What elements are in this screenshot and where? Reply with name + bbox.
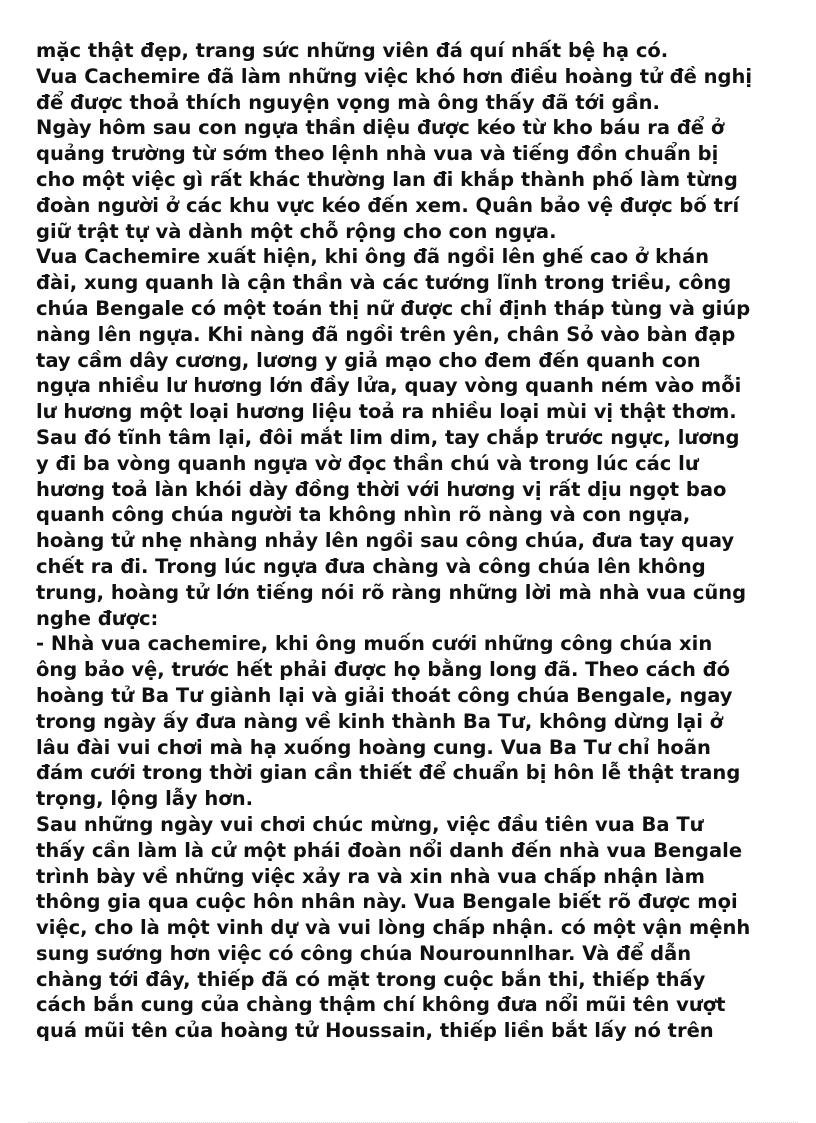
text-line: cho một việc gì rất khác thường lan đi khắp thành phố làm từng [36,167,738,191]
text-line: ngựa nhiều lư hương lớn đầy lửa, quay vòng quanh ném vào mỗi [36,374,742,398]
text-line: tay cầm dây cương, lương y giả mạo cho đem đến quanh con [36,348,701,372]
body-text [36,38,796,1044]
text-line: hoàng tử Ba Tư giành lại và giải thoát công chúa Bengale, ngay [36,683,733,707]
text-line: chàng tới đây, thiếp đã có mặt trong cuộc bắn thi, thiếp thấy [36,967,706,991]
text-line: đoàn người ở các khu vực kéo đến xem. Quân bảo vệ được bố trí [36,193,740,217]
text-line: quá mũi tên của hoàng tử Houssain, thiếp liền bắt lấy nó trên [36,1019,714,1043]
text-line: đám cưới trong thời gian cần thiết để chuẩn bị hôn lễ thật trang [36,761,741,785]
text-line: Vua Cachemire đã làm những việc khó hơn điều hoàng tử đề nghị [36,64,753,88]
text-line: Vua Cachemire xuất hiện, khi ông đã ngồi lên ghế cao ở khán [36,245,709,269]
text-line: ông bảo vệ, trước hết phải được họ bằng long đã. Theo cách đó [36,658,731,682]
text-line: trình bày về những việc xảy ra và xin nhà vua chấp nhận làm [36,864,705,888]
text-line: lư hương một loại hương liệu toả ra nhiều loại mùi vị thật thơm. [36,400,737,424]
text-line: hoàng tử nhẹ nhàng nhảy lên ngồi sau công chúa, đưa tay quay [36,529,735,553]
text-line: quảng trường từ sớm theo lệnh nhà vua và tiếng đồn chuẩn bị [36,142,719,166]
text-line: chết ra đi. Trong lúc ngựa đưa chàng và công chúa lên không [36,554,706,578]
text-line: Ngày hôm sau con ngựa thần diệu được kéo từ kho báu ra để ở [36,116,725,140]
text-line: nghe được: [36,606,159,630]
text-line: trong ngày ấy đưa nàng về kinh thành Ba Tư, không dừng lại ở [36,709,724,733]
text-line: trọng, lộng lẫy hơn. [36,787,253,811]
text-line: sung sướng hơn việc có công chúa Nourounnlhar. Và để dẫn [36,941,692,965]
text-line: giữ trật tự và dành một chỗ rộng cho con ngựa. [36,219,557,243]
text-line: thông gia qua cuộc hôn nhân này. Vua Bengale biết rõ được mọi [36,890,738,914]
text-line: - Nhà vua cachemire, khi ông muốn cưới những công chúa xin [36,632,713,656]
text-line: quanh công chúa người ta không nhìn rõ nàng và con ngựa, [36,503,691,527]
text-line: cách bắn cung của chàng thậm chí không đưa nổi mũi tên vượt [36,993,726,1017]
text-line: đài, xung quanh là cận thần và các tướng lĩnh trong triều, công [36,271,732,295]
text-line: để được thoả thích nguyện vọng mà ông thấy đã tới gần. [36,90,660,114]
text-line: chúa Bengale có một toán thị nữ được chỉ định tháp tùng và giúp [36,296,751,320]
text-line: trung, hoàng tử lớn tiếng nói rõ ràng những lời mà nhà vua cũng [36,580,747,604]
text-line: lâu đài vui chơi mà hạ xuống hoàng cung. Vua Ba Tư chỉ hoãn [36,735,711,759]
text-line: hương toả làn khói dày đồng thời với hương vị rất dịu ngọt bao [36,477,727,501]
text-line: nàng lên ngựa. Khi nàng đã ngồi trên yên, chân Sỏ vào bàn đạp [36,322,736,346]
text-line: việc, cho là một vinh dự và vui lòng chấp nhận. có một vận mệnh [36,916,751,940]
text-line: y đi ba vòng quanh ngựa vờ đọc thần chú và trong lúc các lư [36,451,699,475]
text-line: mặc thật đẹp, trang sức những viên đá quí nhất bệ hạ có. [36,39,669,62]
text-line: Sau đó tĩnh tâm lại, đôi mắt lim dim, tay chắp trước ngực, lương [36,425,740,449]
text-line: Sau những ngày vui chơi chúc mừng, việc đầu tiên vua Ba Tư [36,812,704,836]
text-line: thấy cần làm là cử một phái đoàn nổi danh đến nhà vua Bengale [36,838,743,862]
